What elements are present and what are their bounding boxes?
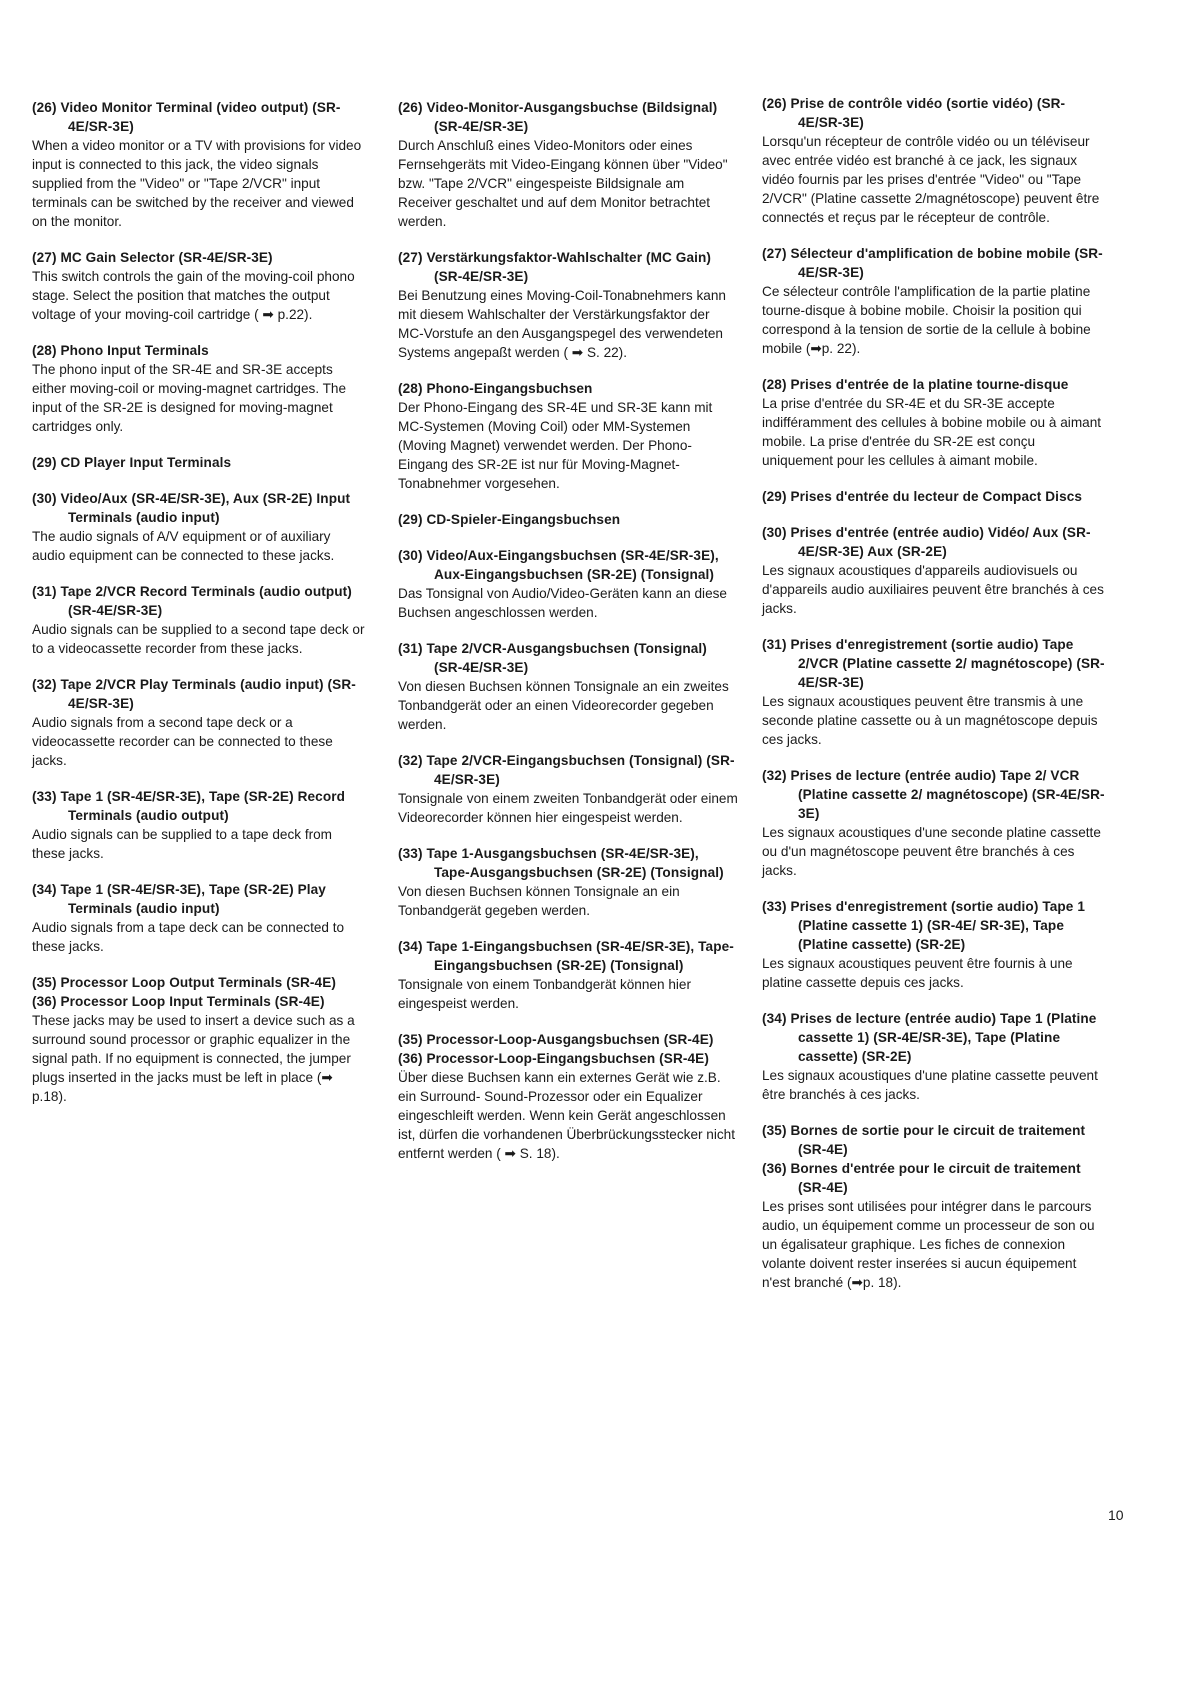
section-29-en xyxy=(32,453,367,472)
section-body: Der Phono-Eingang des SR-4E und SR-3E kann mit MC-Systemen (Moving Coil) oder MM-Systemen (Moving Magnet) verwendet werden. Der Phono-Eingang des SR-2E ist nur für Moving-Magnet-Tonabnehmer vorgesehen. xyxy=(398,400,713,491)
section-heading: (29) Prises d'entrée du lecteur de Compact Discs xyxy=(762,489,1083,504)
section-heading: (31) Tape 2/VCR Record Terminals (audio output) (SR-4E/SR-3E) xyxy=(32,584,352,618)
section-body: Les prises sont utilisées pour intégrer dans le parcours audio, un équipement comme un processeur de son ou un égalisateur graphique. Les fiches de connexion volante doivent rester inserées si aucun équipement n'est branché (➡p. 18). xyxy=(762,1199,1095,1290)
section-heading: (28) Phono Input Terminals xyxy=(32,343,209,358)
section-body: The audio signals of A/V equipment or of auxiliary audio equipment can be connected to these jacks. xyxy=(32,529,335,563)
section-heading: (26) Prise de contrôle vidéo (sortie vidéo) (SR-4E/SR-3E) xyxy=(762,96,1066,130)
section-body: Audio signals can be supplied to a tape deck from these jacks. xyxy=(32,827,333,861)
section-body: Ce sélecteur contrôle l'amplification de la partie platine tourne-disque à bobine mobile. Choisir la position qui correspond à la tension de sortie de la cellule à bobine mobile (➡p. 22). xyxy=(762,284,1091,356)
section-body: Von diesen Buchsen können Tonsignale an ein Tonbandgerät gegeben werden. xyxy=(398,884,680,918)
section-heading: (32) Prises de lecture (entrée audio) Tape 2/ VCR (Platine cassette 2/ magnétoscope) (SR-4E/SR-3E) xyxy=(762,768,1105,821)
section-28-de xyxy=(398,379,738,493)
section-30-fr xyxy=(762,523,1107,618)
section-body: Tonsignale von einem Tonbandgerät können hier eingespeist werden. xyxy=(398,977,691,1011)
section-body: Audio signals from a second tape deck or a videocassette recorder can be connected to these jacks. xyxy=(32,715,333,768)
section-29-de xyxy=(398,510,738,529)
section-36-fr xyxy=(762,1159,1107,1292)
section-heading: (27) Sélecteur d'amplification de bobine mobile (SR-4E/SR-3E) xyxy=(762,246,1103,280)
section-heading: (27) Verstärkungsfaktor-Wahlschalter (MC Gain) (SR-4E/SR-3E) xyxy=(398,250,712,284)
section-34-de xyxy=(398,937,738,1013)
section-body: These jacks may be used to insert a device such as a surround sound processor or graphic equalizer in the signal path. If no equipment is connected, the jumper plugs inserted in the jacks must be left in place (➡ p.18). xyxy=(32,1013,355,1104)
section-body: Les signaux acoustiques peuvent être transmis à une seconde platine cassette ou à un magnétoscope depuis ces jacks. xyxy=(762,694,1098,747)
section-heading: (36) Bornes d'entrée pour le circuit de traitement (SR-4E) xyxy=(762,1161,1081,1195)
section-33-de xyxy=(398,844,738,920)
section-body: Audio signals can be supplied to a second tape deck or to a videocassette recorder from these jacks. xyxy=(32,622,365,656)
section-heading: (30) Video/Aux-Eingangsbuchsen (SR-4E/SR-3E), Aux-Eingangsbuchsen (SR-2E) (Tonsignal) xyxy=(398,548,719,582)
section-body: Bei Benutzung eines Moving-Coil-Tonabnehmers kann mit diesem Wahlschalter der Verstärkungsfaktor der MC-Vorstufe an den Ausgangspegel des verwendeten Systems angepaßt werden ( ➡ S. 22). xyxy=(398,288,726,360)
section-28-fr xyxy=(762,375,1107,470)
english-column xyxy=(32,98,367,1123)
section-32-fr xyxy=(762,766,1107,880)
section-heading: (36) Processor Loop Input Terminals (SR-4E) xyxy=(32,994,325,1009)
section-heading: (30) Prises d'entrée (entrée audio) Vidéo/ Aux (SR-4E/SR-3E) Aux (SR-2E) xyxy=(762,525,1091,559)
section-34-fr xyxy=(762,1009,1107,1104)
french-column xyxy=(762,94,1107,1309)
section-heading: (26) Video-Monitor-Ausgangsbuchse (Bildsignal) (SR-4E/SR-3E) xyxy=(398,100,718,134)
section-body: Lorsqu'un récepteur de contrôle vidéo ou un téléviseur avec entrée vidéo est branché à ce jack, les signaux vidéo fournis par les prises d'entrée "Video" ou "Tape 2/VCR" (Platine cassette 2/magnétoscope) peuvent être connectés et reçus par le récepteur de contrôle. xyxy=(762,134,1100,225)
section-27-de xyxy=(398,248,738,362)
section-body: Über diese Buchsen kann ein externes Gerät wie z.B. ein Surround- Sound-Prozessor oder ein Equalizer eingeschleift werden. Wenn kein Gerät angeschlossen ist, dürfen die vorhandenen Überbrückungsstecker nicht entfernt werden ( ➡ S. 18). xyxy=(398,1070,736,1161)
section-body: This switch controls the gain of the moving-coil phono stage. Select the position that matches the output voltage of your moving-coil cartridge ( ➡ p.22). xyxy=(32,269,355,322)
section-body: Tonsignale von einem zweiten Tonbandgerät oder einem Videorecorder können hier eingespeist werden. xyxy=(398,791,738,825)
section-33-fr xyxy=(762,897,1107,992)
section-heading: (36) Processor-Loop-Eingangsbuchsen (SR-4E) xyxy=(398,1051,709,1066)
section-heading: (31) Tape 2/VCR-Ausgangsbuchsen (Tonsignal) (SR-4E/SR-3E) xyxy=(398,641,707,675)
section-body: Audio signals from a tape deck can be connected to these jacks. xyxy=(32,920,345,954)
section-28-en xyxy=(32,341,367,436)
section-heading: (35) Processor Loop Output Terminals (SR-4E) xyxy=(32,975,337,990)
section-30-en xyxy=(32,489,367,565)
section-26-fr xyxy=(762,94,1107,227)
section-body: Durch Anschluß eines Video-Monitors oder eines Fernsehgeräts mit Video-Eingang können über "Video" bzw. "Tape 2/VCR" eingespeiste Bildsignale am Receiver geschaltet und auf dem Monitor betrachtet werden. xyxy=(398,138,728,229)
section-heading: (29) CD Player Input Terminals xyxy=(32,455,232,470)
section-35-en xyxy=(32,973,367,992)
section-36-de xyxy=(398,1049,738,1163)
section-body: Das Tonsignal von Audio/Video-Geräten kann an diese Buchsen angeschlossen werden. xyxy=(398,586,727,620)
section-heading: (34) Tape 1 (SR-4E/SR-3E), Tape (SR-2E) Play Terminals (audio input) xyxy=(32,882,326,916)
section-heading: (33) Tape 1-Ausgangsbuchsen (SR-4E/SR-3E), Tape-Ausgangsbuchsen (SR-2E) (Tonsignal) xyxy=(398,846,724,880)
section-heading: (28) Phono-Eingangsbuchsen xyxy=(398,381,593,396)
section-heading: (28) Prises d'entrée de la platine tourne-disque xyxy=(762,377,1069,392)
section-26-en xyxy=(32,98,367,231)
section-body: Les signaux acoustiques d'une seconde platine cassette ou d'un magnétoscope peuvent être branchés à ces jacks. xyxy=(762,825,1101,878)
section-heading: (30) Video/Aux (SR-4E/SR-3E), Aux (SR-2E) Input Terminals (audio input) xyxy=(32,491,351,525)
section-heading: (35) Processor-Loop-Ausgangsbuchsen (SR-4E) xyxy=(398,1032,714,1047)
section-27-fr xyxy=(762,244,1107,358)
section-34-en xyxy=(32,880,367,956)
section-heading: (33) Tape 1 (SR-4E/SR-3E), Tape (SR-2E) Record Terminals (audio output) xyxy=(32,789,346,823)
section-heading: (27) MC Gain Selector (SR-4E/SR-3E) xyxy=(32,250,273,265)
section-31-de xyxy=(398,639,738,734)
section-heading: (29) CD-Spieler-Eingangsbuchsen xyxy=(398,512,621,527)
section-35-de xyxy=(398,1030,738,1049)
section-body: La prise d'entrée du SR-4E et du SR-3E accepte indifféramment des cellules à bobine mobile ou à aimant mobile. La prise d'entrée du SR-2E est conçu uniquement pour les cellules à aimant mobile. xyxy=(762,396,1102,468)
section-heading: (26) Video Monitor Terminal (video output) (SR-4E/SR-3E) xyxy=(32,100,341,134)
page-number: 10 xyxy=(1108,1507,1124,1523)
section-31-en xyxy=(32,582,367,658)
section-heading: (31) Prises d'enregistrement (sortie audio) Tape 2/VCR (Platine cassette 2/ magnétoscope) (SR-4E/SR-3E) xyxy=(762,637,1105,690)
section-heading: (32) Tape 2/VCR Play Terminals (audio input) (SR-4E/SR-3E) xyxy=(32,677,356,711)
section-32-de xyxy=(398,751,738,827)
section-body: When a video monitor or a TV with provisions for video input is connected to this jack, the video signals supplied from the "Video" or "Tape 2/VCR" input terminals can be switched by the receiver and viewed on the monitor. xyxy=(32,138,362,229)
section-30-de xyxy=(398,546,738,622)
section-29-fr xyxy=(762,487,1107,506)
section-32-en xyxy=(32,675,367,770)
section-heading: (34) Tape 1-Eingangsbuchsen (SR-4E/SR-3E), Tape-Eingangsbuchsen (SR-2E) (Tonsignal) xyxy=(398,939,734,973)
section-body: Les signaux acoustiques peuvent être fournis à une platine cassette depuis ces jacks. xyxy=(762,956,1073,990)
section-31-fr xyxy=(762,635,1107,749)
section-heading: (32) Tape 2/VCR-Eingangsbuchsen (Tonsignal) (SR-4E/SR-3E) xyxy=(398,753,735,787)
section-heading: (35) Bornes de sortie pour le circuit de traitement (SR-4E) xyxy=(762,1123,1086,1157)
section-heading: (34) Prises de lecture (entrée audio) Tape 1 (Platine cassette 1) (SR-4E/SR-3E), Tape (Platine cassette) (SR-2E) xyxy=(762,1011,1097,1064)
section-26-de xyxy=(398,98,738,231)
german-column xyxy=(398,98,738,1180)
section-36-en xyxy=(32,992,367,1106)
section-35-fr xyxy=(762,1121,1107,1159)
section-body: Von diesen Buchsen können Tonsignale an ein zweites Tonbandgerät oder an einen Videorecorder gegeben werden. xyxy=(398,679,729,732)
section-heading: (33) Prises d'enregistrement (sortie audio) Tape 1 (Platine cassette 1) (SR-4E/ SR-3E), Tape (Platine cassette) (SR-2E) xyxy=(762,899,1085,952)
section-body: Les signaux acoustiques d'une platine cassette peuvent être branchés à ces jacks. xyxy=(762,1068,1098,1102)
section-33-en xyxy=(32,787,367,863)
section-27-en xyxy=(32,248,367,324)
section-body: The phono input of the SR-4E and SR-3E accepts either moving-coil or moving-magnet cartridges. The input of the SR-2E is designed for moving-magnet cartridges only. xyxy=(32,362,347,434)
section-body: Les signaux acoustiques d'appareils audiovisuels ou d'appareils audio auxiliaires peuvent être branchés à ces jacks. xyxy=(762,563,1104,616)
